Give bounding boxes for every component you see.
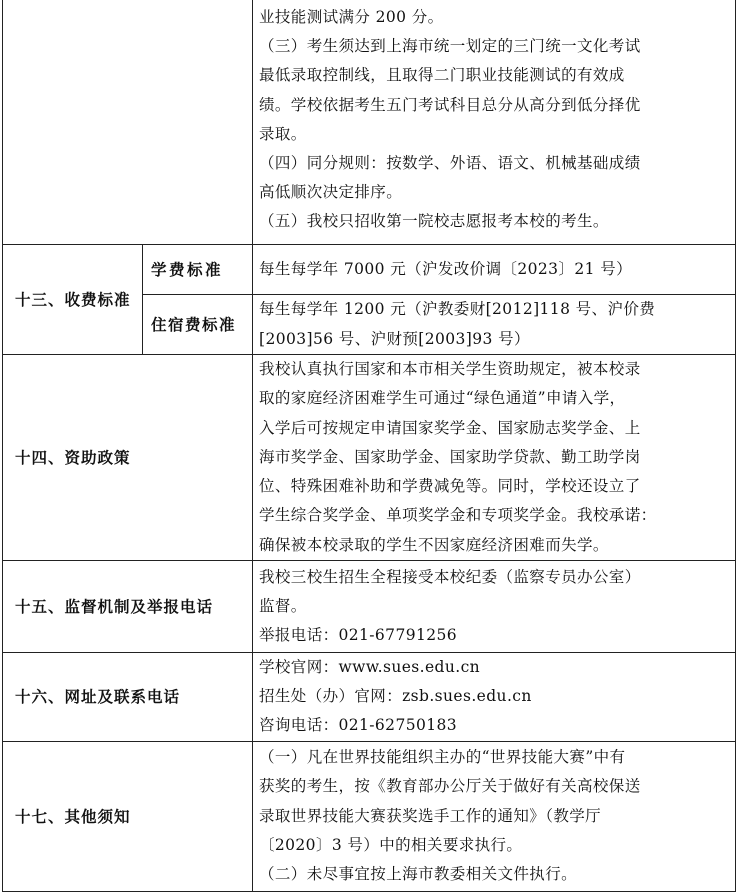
supervision-content xyxy=(253,561,736,653)
lodging-label: 住宿费标准 xyxy=(143,295,253,355)
other-notes-content xyxy=(253,741,736,891)
contact-content xyxy=(253,653,736,742)
text-line: 最低录取控制线，且取得二门职业技能测试的有效成 xyxy=(259,66,625,85)
text-line: （二）未尽事宜按上海市教委相关文件执行。 xyxy=(259,864,578,883)
tuition-label: 学费标准 xyxy=(143,245,253,295)
contact-label: 十六、网址及联系电话 xyxy=(3,653,253,742)
text-line: （一）凡在世界技能组织主办的“世界技能大赛”中有 xyxy=(259,748,626,767)
consult-phone: 咨询电话：021-62750183 xyxy=(259,716,458,735)
text-line: （四）同分规则：按数学、外语、语文、机械基础成绩 xyxy=(259,154,641,173)
admission-rules-content xyxy=(253,0,736,245)
row-fee-tuition xyxy=(3,245,736,295)
text-line: 〔2020〕3 号）中的相关要求执行。 xyxy=(259,835,523,854)
text-line: 我校认真执行国家和本市相关学生资助规定，被本校录 xyxy=(259,360,641,379)
text-line: 确保被本校录取的学生不因家庭经济困难而失学。 xyxy=(259,535,609,554)
admission-info-table xyxy=(2,0,736,892)
school-website: 学校官网：www.sues.edu.cn xyxy=(259,658,481,676)
text-line: 位、特殊困难补助和学费减免等。同时，学校还设立了 xyxy=(259,477,641,496)
financial-aid-content xyxy=(253,355,736,561)
text-line: 绩。学校依据考生五门考试科目总分从高分到低分择优 xyxy=(259,95,641,114)
text-line: 我校三校生招生全程接受本校纪委（监察专员办公室） xyxy=(259,567,641,586)
lodging-content xyxy=(253,295,736,355)
text-line: （五）我校只招收第一院校志愿报考本校的考生。 xyxy=(259,212,609,231)
text-line: 每生每学年 1200 元（沪教委财[2012]118 号、沪价费 xyxy=(259,300,656,319)
row-financial-aid xyxy=(3,355,736,561)
text-line: 录取世界技能大赛获奖选手工作的通知》（教学厅 xyxy=(259,806,602,825)
row-supervision xyxy=(3,561,736,653)
report-phone: 举报电话：021-67791256 xyxy=(259,626,458,645)
text-line: 获奖的考生，按《教育部办公厅关于做好有关高校保送 xyxy=(259,777,641,796)
row-label-empty xyxy=(3,0,253,245)
text-line: 海市奖学金、国家助学金、国家助学贷款、勤工助学岗 xyxy=(259,447,641,466)
fee-standard-label: 十三、收费标准 xyxy=(3,245,143,355)
text-line: 入学后可按规定申请国家奖学金、国家励志奖学金、上 xyxy=(259,418,641,437)
tuition-content xyxy=(253,245,736,295)
text-line: 录取。 xyxy=(259,124,307,143)
supervision-label: 十五、监督机制及举报电话 xyxy=(3,561,253,653)
text-line: 业技能测试满分 200 分。 xyxy=(259,8,444,26)
row-admission-rules xyxy=(3,0,736,245)
text-line: 取的家庭经济困难学生可通过“绿色通道”申请入学， xyxy=(259,389,626,408)
admission-website: 招生处（办）官网：zsb.sues.edu.cn xyxy=(259,687,532,706)
row-other-notes xyxy=(3,741,736,891)
text-line: 学生综合奖学金、单项奖学金和专项奖学金。我校承诺： xyxy=(259,506,657,525)
row-contact xyxy=(3,653,736,742)
text-line: [2003]56 号、沪财预[2003]93 号） xyxy=(259,329,530,348)
text-line: 每生每学年 7000 元（沪发改价调〔2023〕21 号） xyxy=(259,259,632,278)
text-line: 监督。 xyxy=(259,596,307,615)
other-notes-label: 十七、其他须知 xyxy=(3,741,253,891)
text-line: 高低顺次决定排序。 xyxy=(259,183,403,202)
financial-aid-label: 十四、资助政策 xyxy=(3,355,253,561)
text-line: （三）考生须达到上海市统一划定的三门统一文化考试 xyxy=(259,37,641,56)
